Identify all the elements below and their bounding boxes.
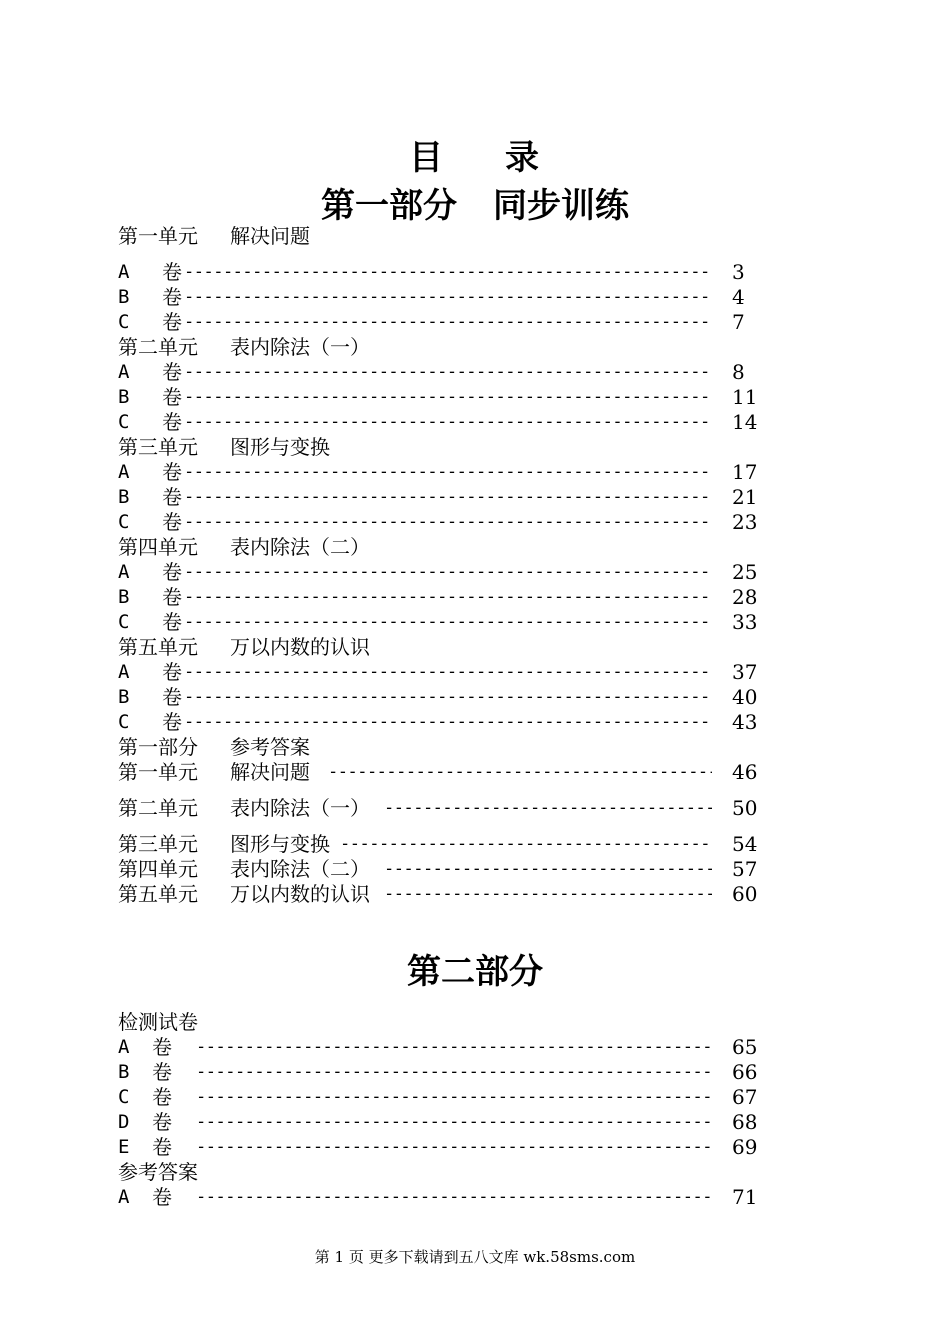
dot-leader	[196, 1185, 712, 1210]
part1-title-left: 第一部分	[321, 186, 457, 226]
page-number: 50	[732, 796, 758, 820]
dot-leader	[184, 360, 712, 385]
unit-name: 解决问题	[230, 224, 310, 248]
unit-heading	[118, 224, 758, 249]
unit-heading	[118, 535, 758, 560]
volume-letter: C	[118, 611, 130, 633]
volume-label: 卷	[162, 485, 182, 509]
toc-entry[interactable]	[118, 585, 758, 610]
toc-entry[interactable]	[118, 710, 758, 735]
toc-entry[interactable]	[118, 610, 758, 635]
page-number: 3	[732, 260, 745, 284]
volume-letter: B	[118, 686, 130, 708]
volume-letter: B	[118, 386, 130, 408]
unit-number: 第五单元	[118, 635, 198, 659]
test-entry[interactable]	[118, 1035, 758, 1060]
dot-leader	[184, 485, 712, 510]
toc-entry[interactable]	[118, 410, 758, 435]
toc-entry[interactable]	[118, 310, 758, 335]
unit-name: 解决问题	[230, 760, 310, 784]
page-number: 33	[732, 610, 758, 634]
volume-label: 卷	[162, 710, 182, 734]
dot-leader	[184, 585, 712, 610]
reference-heading-label: 参考答案	[118, 1160, 198, 1184]
volume-label: 卷	[162, 285, 182, 309]
answer-entry[interactable]	[118, 796, 758, 821]
volume-letter: A	[118, 661, 130, 683]
page-number: 43	[732, 710, 758, 734]
dot-leader	[184, 410, 712, 435]
unit-heading	[118, 335, 758, 360]
unit-name: 万以内数的认识	[230, 635, 370, 659]
unit-number: 第一单元	[118, 760, 198, 784]
toc-entry[interactable]	[118, 560, 758, 585]
answer-entry[interactable]	[118, 882, 758, 907]
volume-letter: C	[118, 711, 130, 733]
dot-leader	[184, 685, 712, 710]
answers-heading	[118, 735, 758, 760]
page-number: 71	[732, 1185, 758, 1209]
volume-label: 卷	[152, 1110, 172, 1134]
unit-number: 第三单元	[118, 435, 198, 459]
unit-name: 图形与变换	[230, 832, 330, 856]
page-footer: 第 1 页 更多下载请到五八文库 wk.58sms.com	[314, 1248, 636, 1266]
volume-letter: A	[118, 261, 130, 283]
toc-entry[interactable]	[118, 385, 758, 410]
volume-label: 卷	[152, 1035, 172, 1059]
volume-label: 卷	[162, 410, 182, 434]
dot-leader	[184, 560, 712, 585]
toc-entry[interactable]	[118, 360, 758, 385]
volume-letter: A	[118, 561, 130, 583]
volume-label: 卷	[162, 360, 182, 384]
page-number: 4	[732, 285, 745, 309]
volume-letter: B	[118, 1061, 130, 1083]
toc-entry[interactable]	[118, 685, 758, 710]
unit-name: 表内除法（一）	[230, 796, 370, 820]
tests-heading-label: 检测试卷	[118, 1010, 198, 1034]
page-number: 68	[732, 1110, 758, 1134]
reference-entry[interactable]	[118, 1185, 758, 1210]
dot-leader	[184, 385, 712, 410]
unit-heading	[118, 635, 758, 660]
unit-heading	[118, 435, 758, 460]
reference-heading	[118, 1160, 758, 1185]
volume-label: 卷	[162, 260, 182, 284]
volume-label: 卷	[162, 610, 182, 634]
dot-leader	[196, 1110, 712, 1135]
unit-number: 第一单元	[118, 224, 198, 248]
dot-leader	[196, 1060, 712, 1085]
volume-letter: C	[118, 511, 130, 533]
page-number: 57	[732, 857, 758, 881]
part2-title: 第二部分	[407, 952, 543, 992]
unit-number: 第四单元	[118, 857, 198, 881]
volume-label: 卷	[162, 460, 182, 484]
page-number: 60	[732, 882, 758, 906]
answers-heading-right: 参考答案	[230, 735, 310, 759]
volume-label: 卷	[162, 560, 182, 584]
volume-label: 卷	[152, 1085, 172, 1109]
toc-entry[interactable]	[118, 460, 758, 485]
dot-leader	[196, 1085, 712, 1110]
unit-name: 表内除法（二）	[230, 857, 370, 881]
volume-letter: B	[118, 286, 130, 308]
volume-letter: C	[118, 311, 130, 333]
dot-leader	[196, 1135, 712, 1160]
volume-label: 卷	[162, 585, 182, 609]
dot-leader	[184, 610, 712, 635]
answer-entry[interactable]	[118, 832, 758, 857]
page-number: 66	[732, 1060, 758, 1084]
volume-letter: E	[118, 1136, 130, 1158]
volume-label: 卷	[162, 510, 182, 534]
toc-entry[interactable]	[118, 660, 758, 685]
volume-label: 卷	[162, 310, 182, 334]
unit-number: 第二单元	[118, 796, 198, 820]
page-number: 7	[732, 310, 745, 334]
part1-title-right: 同步训练	[493, 186, 629, 226]
volume-letter: A	[118, 361, 130, 383]
volume-label: 卷	[162, 685, 182, 709]
dot-leader	[184, 260, 712, 285]
volume-letter: C	[118, 411, 130, 433]
page-number: 69	[732, 1135, 758, 1159]
unit-number: 第二单元	[118, 335, 198, 359]
page-number: 14	[732, 410, 758, 434]
volume-label: 卷	[162, 385, 182, 409]
page-number: 65	[732, 1035, 758, 1059]
dot-leader	[184, 660, 712, 685]
volume-letter: A	[118, 1036, 130, 1058]
page-number: 54	[732, 832, 758, 856]
toc-title-left: 目	[409, 138, 445, 178]
dot-leader	[184, 710, 712, 735]
volume-letter: B	[118, 486, 130, 508]
unit-number: 第五单元	[118, 882, 198, 906]
dot-leader	[384, 857, 712, 882]
page-number: 23	[732, 510, 758, 534]
test-entry[interactable]	[118, 1110, 758, 1135]
dot-leader	[384, 882, 712, 907]
page-number: 40	[732, 685, 758, 709]
toc-entry[interactable]	[118, 260, 758, 285]
page-number: 28	[732, 585, 758, 609]
unit-name: 图形与变换	[230, 435, 330, 459]
page-number: 37	[732, 660, 758, 684]
volume-label: 卷	[152, 1135, 172, 1159]
volume-letter: A	[118, 1186, 130, 1208]
toc-entry[interactable]	[118, 285, 758, 310]
dot-leader	[184, 510, 712, 535]
unit-number: 第三单元	[118, 832, 198, 856]
volume-letter: D	[118, 1111, 130, 1133]
page-number: 8	[732, 360, 745, 384]
toc-entry[interactable]	[118, 510, 758, 535]
answer-entry[interactable]	[118, 760, 758, 785]
volume-label: 卷	[152, 1185, 172, 1209]
unit-name: 表内除法（一）	[230, 335, 370, 359]
dot-leader	[184, 460, 712, 485]
toc-entry[interactable]	[118, 485, 758, 510]
page-number: 21	[732, 485, 758, 509]
volume-letter: B	[118, 586, 130, 608]
dot-leader	[340, 832, 712, 857]
test-entry[interactable]	[118, 1060, 758, 1085]
page-number: 67	[732, 1085, 758, 1109]
dot-leader	[184, 310, 712, 335]
dot-leader	[196, 1035, 712, 1060]
answer-entry[interactable]	[118, 857, 758, 882]
tests-heading	[118, 1010, 758, 1035]
test-entry[interactable]	[118, 1135, 758, 1160]
dot-leader	[384, 796, 712, 821]
dot-leader	[328, 760, 712, 785]
unit-name: 万以内数的认识	[230, 882, 370, 906]
dot-leader	[184, 285, 712, 310]
volume-label: 卷	[162, 660, 182, 684]
volume-letter: A	[118, 461, 130, 483]
answers-heading-left: 第一部分	[118, 735, 198, 759]
unit-number: 第四单元	[118, 535, 198, 559]
unit-name: 表内除法（二）	[230, 535, 370, 559]
toc-title	[0, 130, 950, 179]
page-number: 25	[732, 560, 758, 584]
toc-title-right: 录	[505, 138, 541, 178]
page-number: 46	[732, 760, 758, 784]
part1-title	[0, 178, 950, 227]
volume-label: 卷	[152, 1060, 172, 1084]
volume-letter: C	[118, 1086, 130, 1108]
page-number: 17	[732, 460, 758, 484]
page-number: 11	[732, 385, 758, 409]
test-entry[interactable]	[118, 1085, 758, 1110]
